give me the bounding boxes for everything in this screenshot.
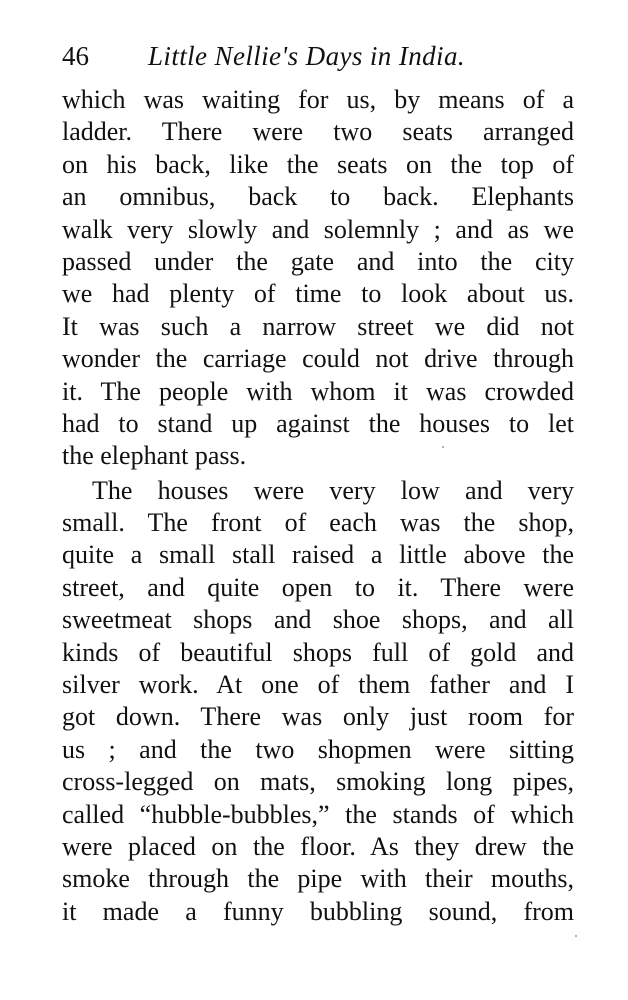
text-line: sweetmeat shops and shoe shops, and all: [62, 605, 574, 635]
text-line: quite a small stall raised a little above the: [62, 540, 574, 570]
text-line: it made a funny bubbling sound, from: [62, 896, 574, 926]
paragraph-2: [62, 475, 574, 928]
text-line: walk very slowly and solemnly ; and as we: [62, 214, 574, 244]
text-line: cross-legged on mats, smoking long pipes,: [62, 767, 574, 797]
text-line: an omnibus, back to back. Elephants: [62, 182, 574, 212]
running-title: Little Nellie's Days in India.: [148, 41, 466, 71]
text-line: we had plenty of time to look about us.: [62, 279, 574, 309]
paragraph-1: [62, 84, 574, 473]
text-line: small. The front of each was the shop,: [62, 508, 574, 538]
print-speck: [442, 446, 444, 448]
text-line: kinds of beautiful shops full of gold and: [62, 637, 574, 667]
text-line: called “hubble-bubbles,” the stands of which: [62, 799, 574, 829]
text-line: which was waiting for us, by means of a: [62, 85, 574, 114]
text-line: street, and quite open to it. There were: [62, 572, 574, 602]
page-number: 46: [62, 41, 89, 71]
text-line: got down. There was only just room for: [62, 702, 574, 732]
text-line: the elephant pass.: [62, 441, 247, 471]
running-head: [62, 36, 574, 76]
text-line: ladder. There were two seats arranged: [62, 117, 574, 147]
text-line: passed under the gate and into the city: [62, 246, 574, 276]
print-speck: [575, 935, 577, 937]
text-line: us ; and the two shopmen were sitting: [62, 734, 574, 764]
text-line: The houses were very low and very: [92, 475, 574, 505]
text-line: on his back, like the seats on the top of: [62, 149, 574, 179]
body-text: [62, 84, 574, 928]
text-line: It was such a narrow street we did not: [62, 311, 574, 341]
text-line: smoke through the pipe with their mouths,: [62, 864, 574, 894]
text-line: had to stand up against the houses to let: [62, 408, 574, 438]
text-line: wonder the carriage could not drive through: [62, 344, 574, 374]
text-line: it. The people with whom it was crowded: [62, 376, 574, 406]
text-line: were placed on the floor. As they drew the: [62, 831, 574, 861]
text-line: silver work. At one of them father and I: [62, 670, 574, 700]
